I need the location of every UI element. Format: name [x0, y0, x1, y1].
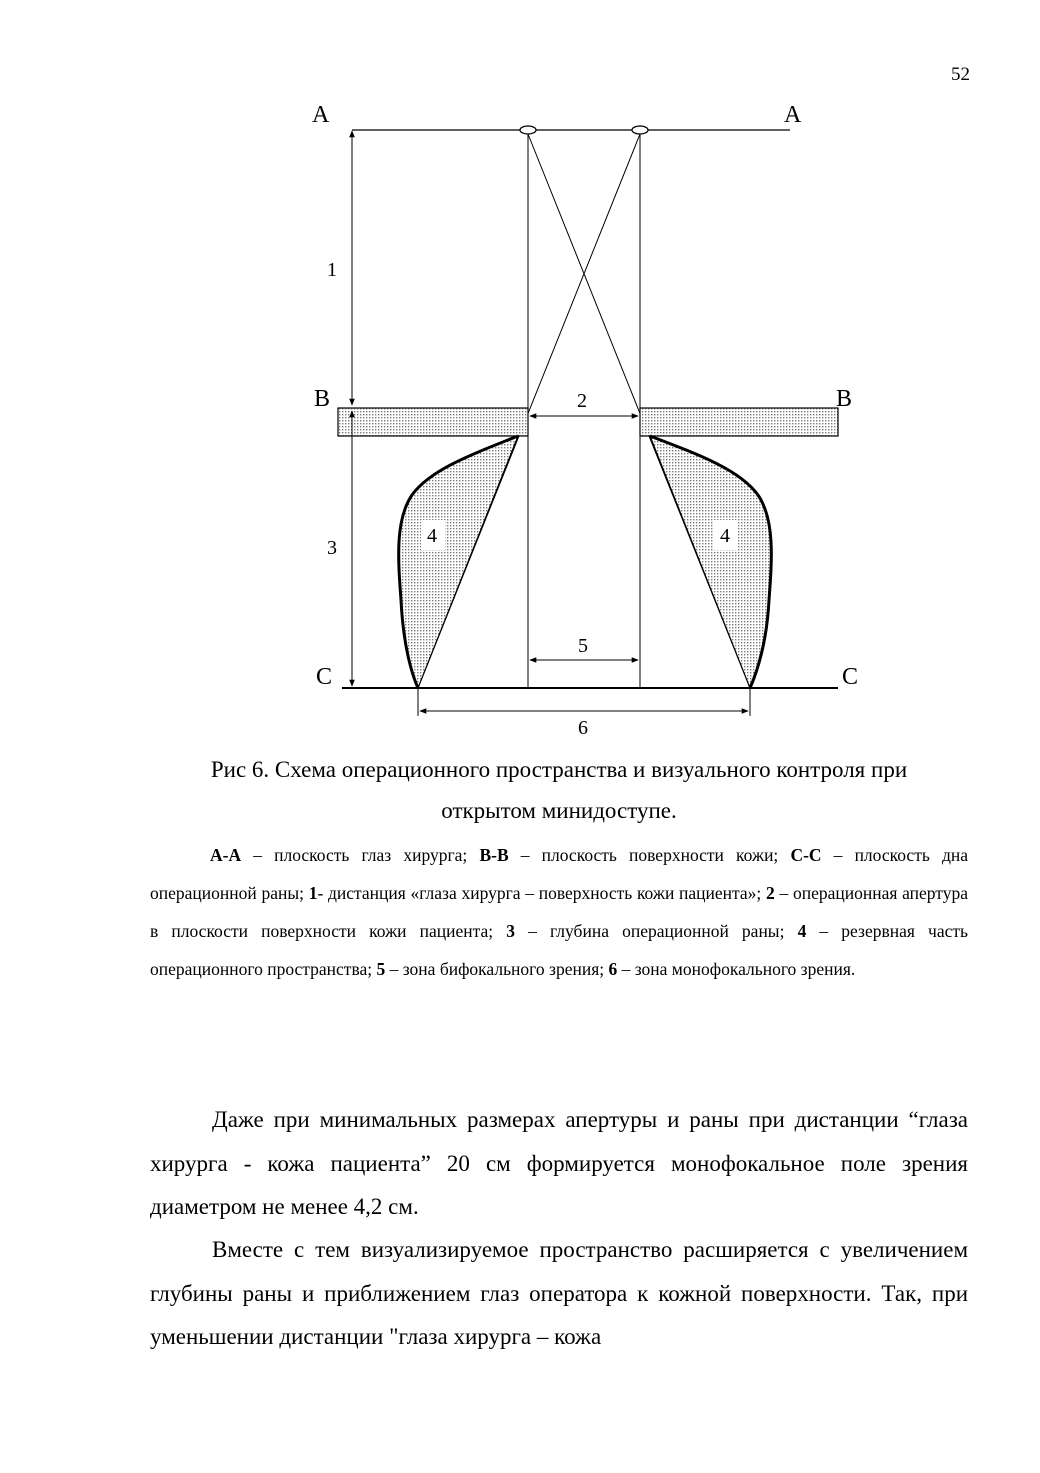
- label-dimension-2: 2: [577, 390, 587, 412]
- body-paragraph-1: Даже при минимальных размерах апертуры и раны при дистанции “глаза хирурга - кожа пациента” 20 см формируется монофокальное поле зрения диаметром не менее 4,2 см.: [150, 1107, 968, 1219]
- legend-key: 6: [608, 959, 618, 979]
- legend-key: С-С: [790, 845, 822, 865]
- legend-text: – операционная апертура в плоскости поверхности кожи пациента;: [150, 883, 968, 941]
- skin-layer-left: [338, 408, 528, 436]
- legend-text: – резервная часть операционного пространства;: [150, 921, 969, 979]
- label-dimension-5: 5: [578, 635, 588, 657]
- legend-text: - дистанция «глаза хирурга – поверхность кожи пациента»;: [317, 883, 767, 903]
- label-c-left: C: [316, 664, 333, 690]
- legend-text: – зона монофокального зрения.: [617, 959, 856, 979]
- figure-legend: [150, 836, 968, 988]
- legend-text: – плоскость дна операционной раны;: [150, 845, 968, 903]
- right-eye-icon: [632, 126, 648, 134]
- legend-key: 5: [376, 959, 386, 979]
- legend-key: 3: [506, 921, 516, 941]
- legend-text: – зона бифокального зрения;: [385, 959, 609, 979]
- label-b-left: B: [314, 386, 331, 412]
- figure-caption-line-1: Рис 6. Схема операционного пространства и визуального контроля при: [210, 757, 908, 782]
- page-number: 52: [951, 64, 970, 85]
- legend-key: А-А: [210, 845, 242, 865]
- label-b-right: B: [836, 386, 853, 412]
- left-eye-icon: [520, 126, 536, 134]
- label-zone-4-right: 4: [720, 525, 730, 547]
- label-a-left: A: [312, 102, 330, 128]
- legend-text: – глубина операционной раны;: [515, 921, 798, 941]
- label-a-right: A: [784, 102, 802, 128]
- skin-layer-right: [640, 408, 838, 436]
- body-paragraph-2: Вместе с тем визуализируемое пространство расширяется с увеличением глубины раны и приближением глаз оператора к кожной поверхности. Так, при уменьшении дистанции "глаза хирурга – кожа: [150, 1237, 968, 1349]
- legend-text: – плоскость поверхности кожи;: [508, 845, 791, 865]
- reserve-zone-right: [650, 436, 771, 688]
- label-zone-4-left: 4: [427, 525, 437, 547]
- label-dimension-1: 1: [327, 259, 337, 281]
- label-c-right: C: [842, 664, 859, 690]
- label-dimension-6: 6: [578, 717, 588, 739]
- legend-key: 2: [766, 883, 775, 903]
- legend-text: – плоскость глаз хирурга;: [241, 845, 480, 865]
- legend-key: В-В: [479, 845, 509, 865]
- reserve-zone-left: [399, 436, 518, 688]
- label-dimension-3: 3: [327, 537, 337, 559]
- legend-key: 4: [797, 921, 807, 941]
- legend-key: 1: [308, 883, 318, 903]
- figure-caption-line-2: открытом минидоступе.: [441, 798, 677, 823]
